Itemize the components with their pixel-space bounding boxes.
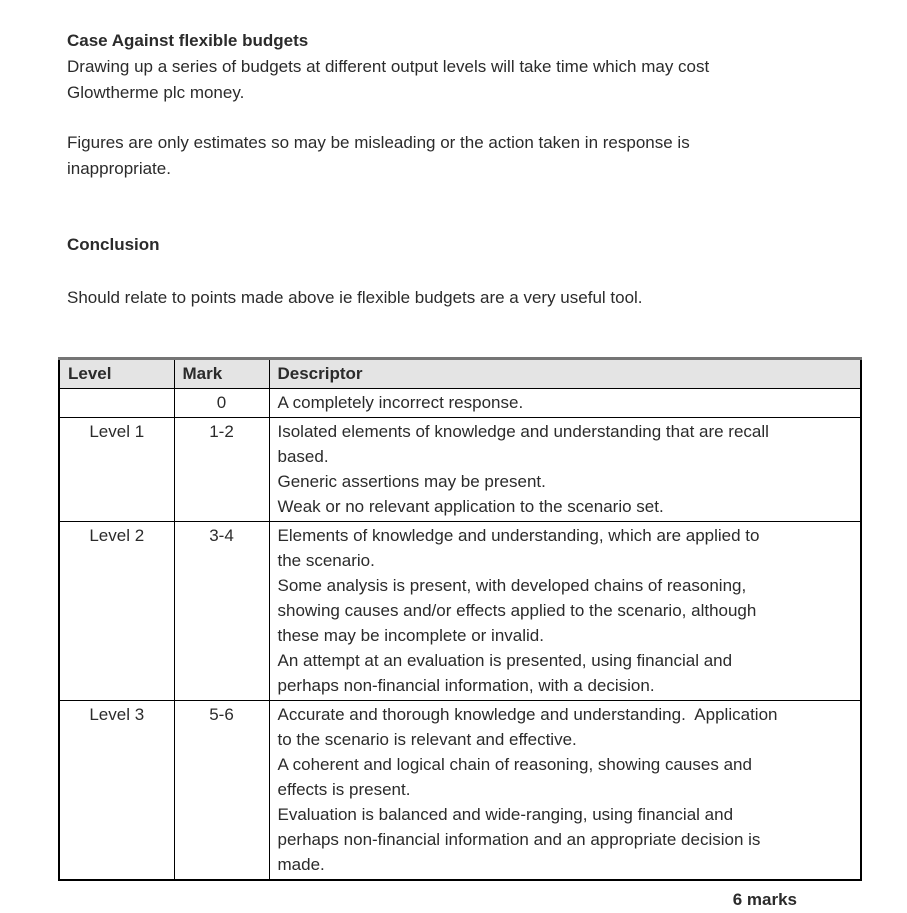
table-row	[59, 389, 861, 418]
marks-total: 6 marks	[732, 890, 797, 909]
descriptor-line: Elements of knowledge and understanding, which are applied to	[277, 526, 760, 545]
descriptor-cell	[269, 389, 861, 418]
descriptor-line: the scenario.	[277, 551, 375, 570]
descriptor-line: based.	[277, 447, 329, 466]
paragraph-line: Figures are only estimates so may be misleading or the action taken in response is	[67, 133, 690, 152]
descriptor-line: effects is present.	[277, 780, 411, 799]
level-cell: Level 3	[59, 701, 174, 881]
conclusion-paragraph	[67, 285, 860, 311]
column-header-level: Level	[59, 359, 174, 389]
descriptor-line: An attempt at an evaluation is presented, using financial and	[277, 651, 733, 670]
descriptor-cell	[269, 418, 861, 522]
descriptor-line: A coherent and logical chain of reasoning, showing causes and	[277, 755, 752, 774]
mark-cell: 1-2	[174, 418, 269, 522]
paragraph-line: inappropriate.	[67, 159, 171, 178]
descriptor-line: showing causes and/or effects applied to the scenario, although	[277, 601, 757, 620]
level-cell: Level 1	[59, 418, 174, 522]
paragraph-line: Glowtherme plc money.	[67, 83, 245, 102]
paragraph-line: Should relate to points made above ie flexible budgets are a very useful tool.	[67, 288, 643, 307]
case-against-paragraph-2	[67, 130, 860, 182]
level-cell	[59, 389, 174, 418]
level-cell: Level 2	[59, 522, 174, 701]
descriptor-line: Weak or no relevant application to the scenario set.	[277, 497, 664, 516]
mark-cell: 5-6	[174, 701, 269, 881]
case-against-heading: Case Against flexible budgets	[67, 31, 309, 50]
descriptor-line: to the scenario is relevant and effective.	[277, 730, 577, 749]
descriptor-line: perhaps non-financial information and an appropriate decision is	[277, 830, 761, 849]
descriptor-line: Some analysis is present, with developed chains of reasoning,	[277, 576, 747, 595]
column-header-descriptor: Descriptor	[269, 359, 861, 389]
descriptor-cell	[269, 701, 861, 881]
case-against-paragraph-1	[67, 54, 860, 106]
descriptor-cell	[269, 522, 861, 701]
paragraph-line: Drawing up a series of budgets at different output levels will take time which may cost	[67, 57, 710, 76]
descriptor-line: Accurate and thorough knowledge and understanding. Application	[277, 705, 778, 724]
mark-cell: 3-4	[174, 522, 269, 701]
descriptor-line: Generic assertions may be present.	[277, 472, 546, 491]
table-row	[59, 522, 861, 701]
column-header-mark: Mark	[174, 359, 269, 389]
table-row	[59, 701, 861, 881]
mark-scheme-table	[58, 357, 862, 881]
descriptor-line: Evaluation is balanced and wide-ranging, using financial and	[277, 805, 734, 824]
mark-cell: 0	[174, 389, 269, 418]
descriptor-line: made.	[277, 855, 325, 874]
table-header-row	[59, 359, 861, 389]
descriptor-line: Isolated elements of knowledge and understanding that are recall	[277, 422, 769, 441]
descriptor-line: A completely incorrect response.	[277, 393, 524, 412]
conclusion-heading: Conclusion	[67, 235, 160, 254]
descriptor-line: perhaps non-financial information, with a decision.	[277, 676, 655, 695]
table-row	[59, 418, 861, 522]
descriptor-line: these may be incomplete or invalid.	[277, 626, 544, 645]
